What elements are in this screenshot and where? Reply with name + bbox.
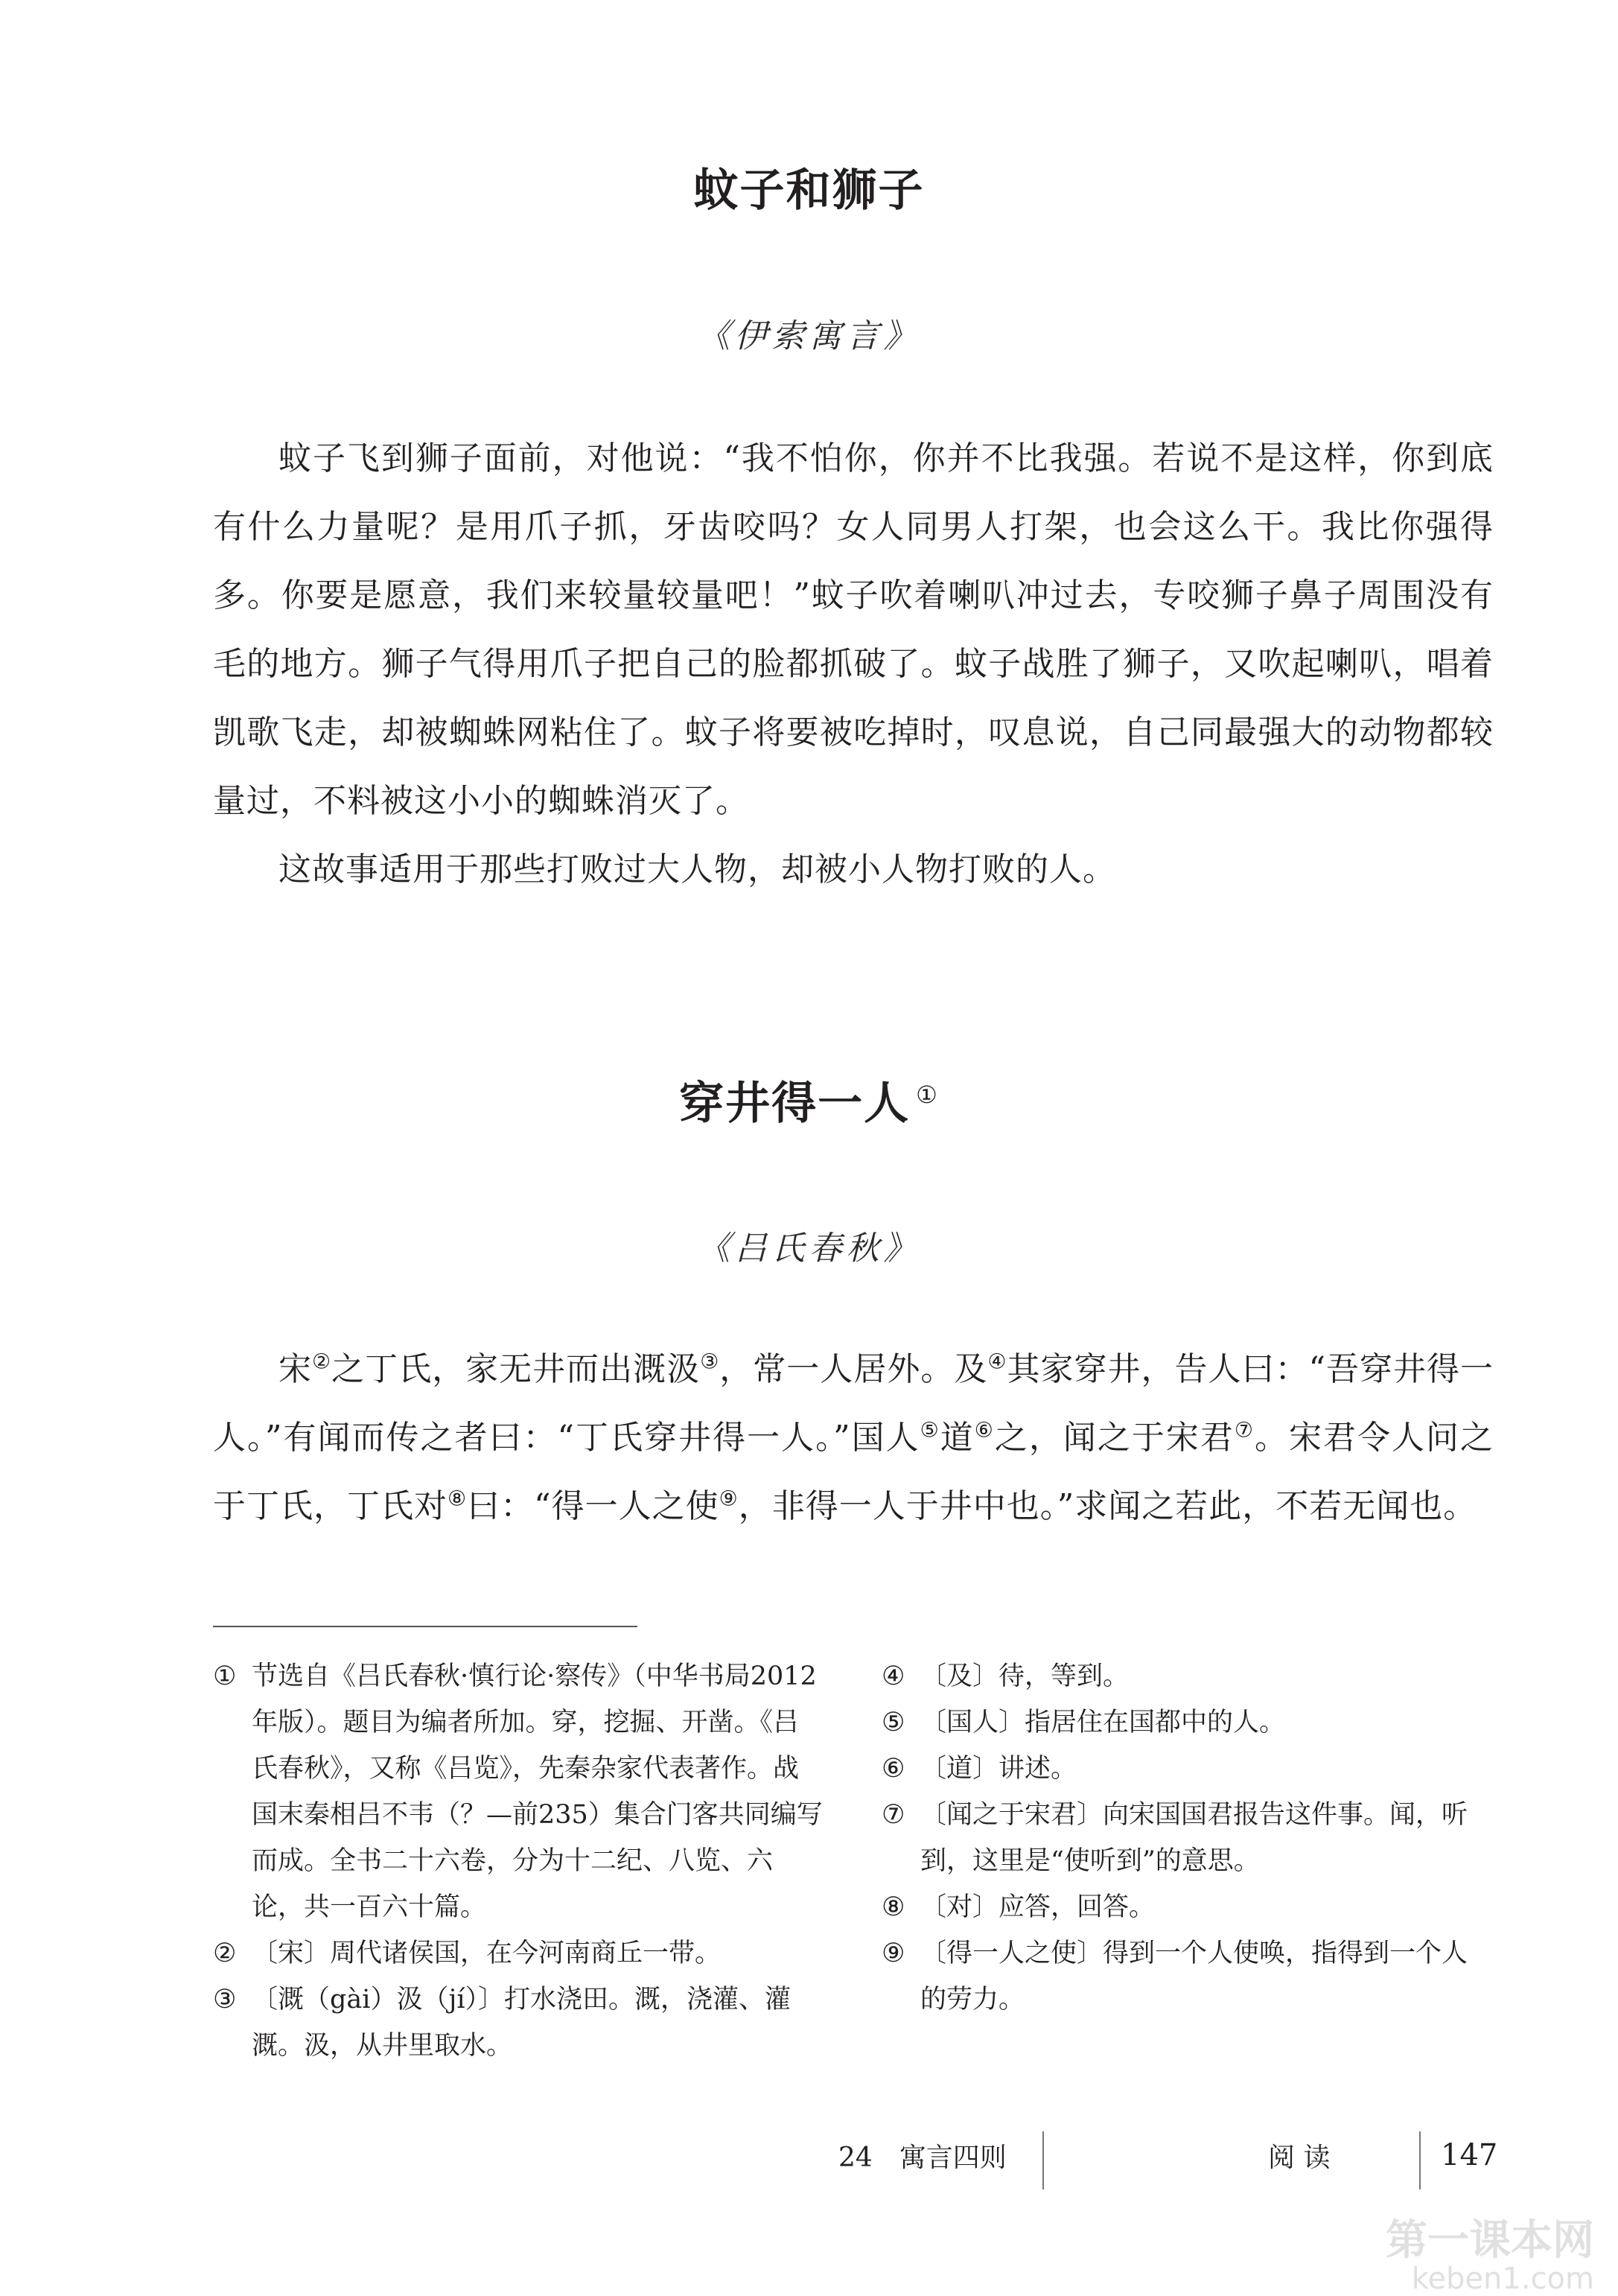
footer-divider bbox=[1419, 2131, 1421, 2190]
watermark-line2: keben1.com bbox=[1411, 2261, 1594, 2296]
footnote-text: 〔得一人之使〕得到一个人使唤，指得到一个人的劳力。 bbox=[920, 1939, 1468, 2014]
footnote-number: ② bbox=[213, 1939, 237, 1968]
footnote-number: ⑦ bbox=[882, 1800, 905, 1830]
watermark-line1: 第一课本网 bbox=[1386, 2216, 1594, 2265]
text-run: 。宋君令人问之于丁氏，丁氏对 bbox=[213, 1419, 1494, 1525]
footnote-number: ③ bbox=[213, 1985, 237, 2014]
story-title-text: 穿井得一人 bbox=[679, 1078, 911, 1130]
paragraph: 蚊子飞到狮子面前，对他说：“我不怕你，你并不比我强。若说不是这样，你到底有什么力量呢？是用爪子抓，牙齿咬吗？女人同男人打架，也会这么干。我比你强得多。你要是愿意，我们来较量较量吧！”蚊子吹着喇叭冲过去，专咬狮子鼻子周围没有毛的地方。狮子气得用爪子把自己的脸都抓破了。蚊子战胜了狮子，又吹起喇叭，唱着凯歌飞走，却被蜘蛛网粘住了。蚊子将要被吃掉时，叹息说，自己同最强大的动物都较量过，不料被这小小的蜘蛛消灭了。 bbox=[213, 439, 1494, 820]
footnote-marker[interactable]: ④ bbox=[987, 1349, 1007, 1374]
text-run: ，常一人居外。及 bbox=[719, 1350, 988, 1388]
story-source: 《吕氏春秋》 bbox=[697, 1230, 921, 1268]
footnote bbox=[882, 1746, 1492, 1792]
footnote-text: 〔国人〕指居住在国都中的人。 bbox=[920, 1708, 1286, 1737]
footnote bbox=[882, 1930, 1492, 2023]
footnote bbox=[882, 1884, 1492, 1930]
unit-label: 阅 读 bbox=[1268, 2143, 1331, 2173]
footnote-number: ⑧ bbox=[882, 1892, 905, 1922]
footer-divider bbox=[1042, 2131, 1044, 2190]
footnote bbox=[882, 1792, 1492, 1884]
footnotes-left bbox=[213, 1653, 824, 2069]
footnote-text: 〔道〕讲述。 bbox=[920, 1754, 1077, 1784]
footnote bbox=[882, 1699, 1492, 1746]
footnote-marker[interactable]: ⑤ bbox=[920, 1417, 940, 1443]
footnote-divider bbox=[213, 1626, 637, 1627]
watermark bbox=[1386, 2216, 1594, 2296]
footnote-marker[interactable]: ⑨ bbox=[719, 1486, 739, 1511]
footnote-number: ⑤ bbox=[882, 1708, 905, 1737]
story-title-text: 蚊子和狮子 bbox=[693, 165, 925, 217]
paragraph: 这故事适用于那些打败过大人物，却被小人物打败的人。 bbox=[278, 850, 1116, 888]
lesson-label: 24 寓言四则 bbox=[838, 2143, 1007, 2173]
footnote-marker[interactable]: ⑥ bbox=[974, 1417, 995, 1443]
text-run: 其家穿井，告人曰：“吾穿井得一人。”有闻而传之者曰：“丁氏穿井得一人。”国人 bbox=[213, 1350, 1494, 1457]
story-body bbox=[213, 1335, 1494, 1541]
story-body bbox=[213, 424, 1494, 904]
footnote-text: 〔闻之于宋君〕向宋国国君报告这件事。闻，听到，这里是“使听到”的意思。 bbox=[920, 1800, 1468, 1876]
footnote bbox=[882, 1653, 1492, 1699]
footnote-text: 〔对〕应答，回答。 bbox=[920, 1892, 1156, 1922]
footnote-text: 〔及〕待，等到。 bbox=[920, 1661, 1130, 1691]
text-run: 宋 bbox=[278, 1350, 313, 1388]
story-title bbox=[0, 165, 1618, 217]
footnote-number: ④ bbox=[882, 1661, 905, 1691]
footnote-number: ⑨ bbox=[882, 1939, 905, 1968]
footnote bbox=[213, 1653, 824, 1930]
footnote bbox=[213, 1930, 824, 1977]
text-run: 道 bbox=[940, 1419, 975, 1457]
footnote-text: 节选自《吕氏春秋·慎行论·察传》（中华书局2012年版）。题目为编者所加。穿，挖掘、开凿。《吕氏春秋》，又称《吕览》，先秦杂家代表著作。战国末秦相吕不韦（？—前235）集合门客共同编写而成。全书二十六卷，分为十二纪、八览、六论，共一百六十篇。 bbox=[252, 1661, 823, 1922]
footnote-marker[interactable]: ① bbox=[916, 1081, 939, 1109]
footnote-marker[interactable]: ⑦ bbox=[1234, 1417, 1255, 1443]
paragraph bbox=[213, 1335, 1494, 1541]
footnote-marker[interactable]: ② bbox=[312, 1349, 332, 1374]
text-run: ，非得一人于井中也。”求闻之若此，不若无闻也。 bbox=[738, 1487, 1477, 1525]
footnote bbox=[213, 1977, 824, 2069]
text-run: 曰：“得一人之使 bbox=[467, 1487, 719, 1525]
footnote-number: ⑥ bbox=[882, 1754, 905, 1784]
footnote-text: 〔溉（gài）汲（jí）〕打水浇田。溉，浇灌、灌溉。汲，从井里取水。 bbox=[252, 1985, 792, 2061]
footnotes-right bbox=[882, 1653, 1492, 2023]
story-title bbox=[0, 1078, 1618, 1130]
page-number: 147 bbox=[1441, 2138, 1498, 2172]
story-source: 《伊索寓言》 bbox=[697, 317, 921, 355]
text-run: 之，闻之于宋君 bbox=[994, 1419, 1235, 1457]
footnote-number: ① bbox=[213, 1661, 237, 1691]
footnote-text: 〔宋〕周代诸侯国，在今河南商丘一带。 bbox=[252, 1939, 722, 1968]
footnote-marker[interactable]: ③ bbox=[700, 1349, 720, 1374]
text-run: 之丁氏，家无井而出溉汲 bbox=[331, 1350, 701, 1388]
footnote-marker[interactable]: ⑧ bbox=[448, 1486, 468, 1511]
